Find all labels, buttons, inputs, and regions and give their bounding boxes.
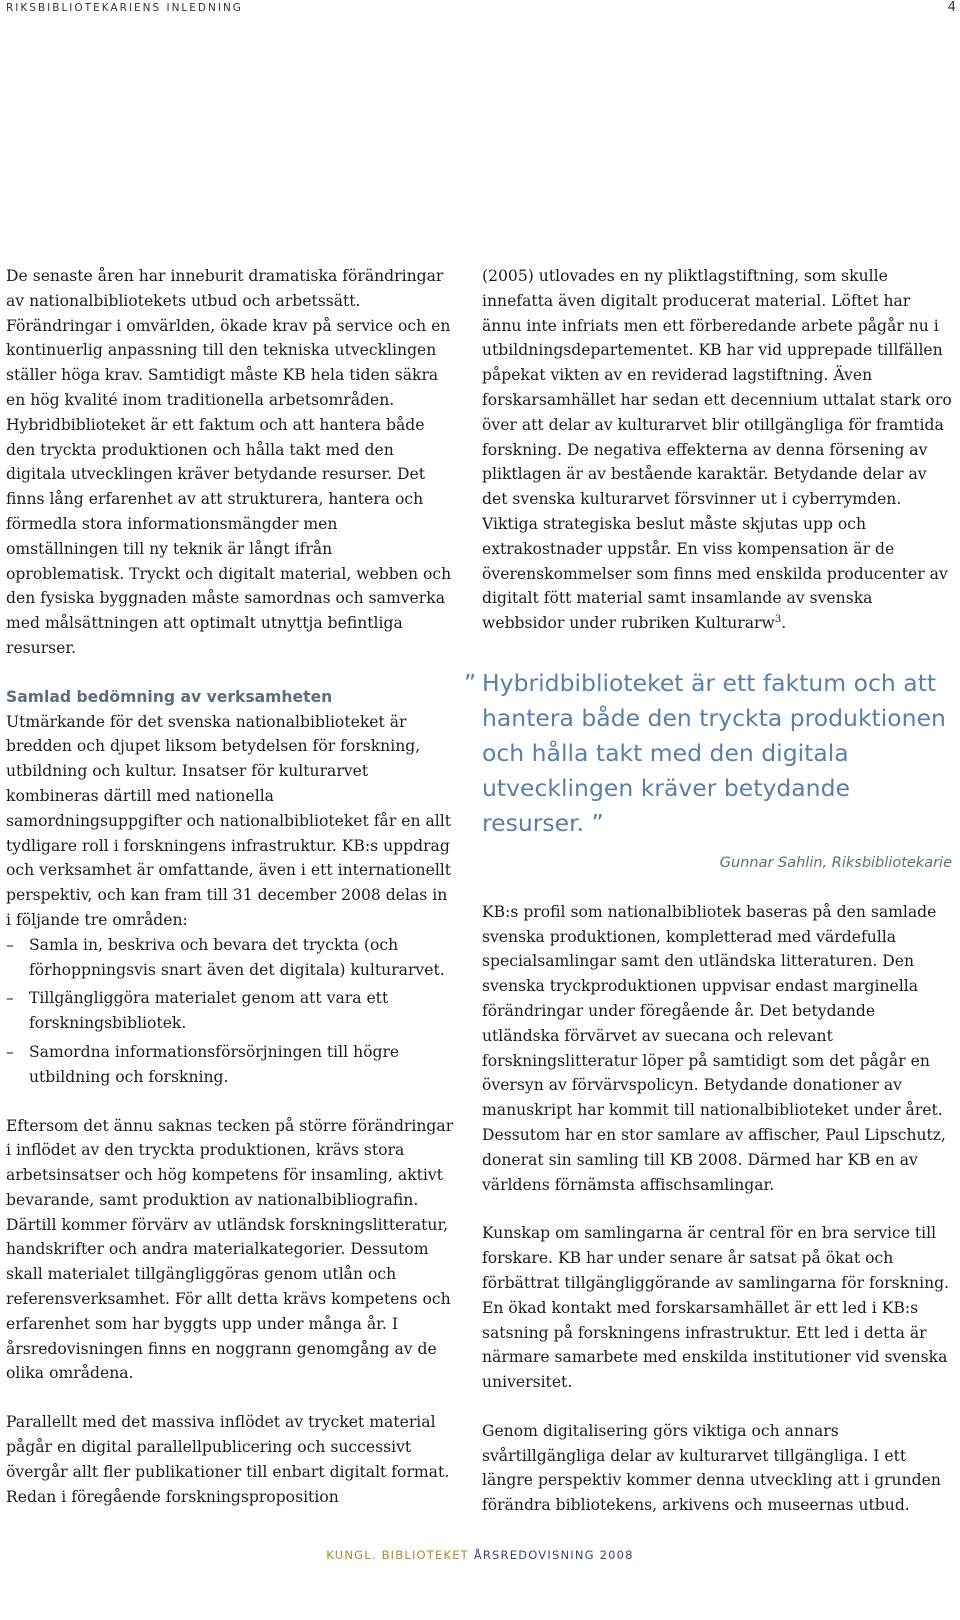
page-number: 4: [947, 0, 956, 15]
quote-mark-close: ”: [584, 808, 604, 837]
section-paragraph: Utmärkande för det svenska nationalbiblioteket är bredden och djupet liksom betydelsen för forskning, utbildning och kultur. Insatser för kulturarvet kombineras därtill med nationella samordningsuppgifter och nationalbiblioteket får en allt tydligare roll i forskningens infrastruktur. KB:s uppdrag och verksamhet är omfattande, även i ett internationellt perspektiv, och kan fram till 31 december 2008 delas in i följande tre områden:: [6, 712, 452, 929]
right-paragraph-3: Kunskap om samlingarna är central för en bra service till forskare. KB har under senare år satsat på ökat och förbättrat tillgängliggörande av samlingarna för forskning. En ökad kontakt med forskarsamhället är ett led i KB:s satsning på forskningens infrastruktur. Ett led i detta är närmare samarbete med enskilda institutioner vid svenska universitet.: [482, 1224, 950, 1392]
right-paragraph-1-text: (2005) utlovades en ny pliktlagstiftning, som skulle innefatta även digitalt producerat material. Löftet har ännu inte infriats men ett förberedande arbete pågår nu i utbildningsdepartementet. KB har vid upprepade tillfällen påpekat vikten av en reviderad lagstiftning. Även forskarsamhället har sedan ett decennium uttalat stark oro över att delar av kulturarvet blir otillgängliga för framtida forskning. De negativa effekterna av denna försening av pliktlagen är av bestående karaktär. Betydande delar av det svenska kulturarvet försvinner ut i cyberrymden. Viktiga strategiska beslut måste skjutas upp och extrakostnader uppstår. En viss kompensation är de överenskommelser som finns med enskilda producenter av digitalt fött material samt insamlande av svenska webbsidor under rubriken Kulturarw: [482, 267, 952, 633]
right-paragraph-1: [482, 264, 952, 636]
footnote-ref: 3: [774, 613, 782, 625]
areas-list: [6, 933, 454, 1090]
paragraph-3: Parallellt med det massiva inflödet av trycket material pågår en digital parallellpublicering och successivt övergår allt fler publikationer till enbart digitalt format. Redan i föregående forskningsproposition: [6, 1413, 450, 1506]
right-paragraph-4: Genom digitalisering görs viktiga och annars svårtillgängliga delar av kulturarvet tillgängliga. I ett längre perspektiv kommer denna utveckling att i grunden förändra bibliotekens, arkivens och museernas utbud.: [482, 1421, 941, 1515]
footer-title: ÅRSREDOVISNING 2008: [473, 1548, 634, 1562]
list-item: – Samordna informationsförsörjningen till högre utbildning och forskning.: [6, 1040, 454, 1090]
list-item: – Samla in, beskriva och bevara det tryckta (och förhoppningsvis snart även det digitala) kulturarvet.: [6, 933, 454, 983]
intro-paragraph: De senaste åren har inneburit dramatiska förändringar av nationalbibliotekets utbud och arbetssätt. Förändringar i omvärlden, ökade krav på service och en kontinuerlig anpassning till den tekniska utvecklingen ställer höga krav. Samtidigt måste KB hela tiden säkra en hög kvalité inom traditionella arbetsområden. Hybridbiblioteket är ett faktum och att hantera både den tryckta produktionen och hålla takt med den digitala utvecklingen kräver betydande resurser. Det finns lång erfarenhet av att strukturera, hantera och förmedla stora informationsmängder men omställningen till ny teknik är långt ifrån oproblematisk. Tryckt och digitalt material, webben och den fysiska byggnaden måste samordnas och samverka med målsättningen att optimalt utnyttja befintliga resurser.: [6, 267, 452, 657]
quote-mark-open: ”: [464, 668, 477, 697]
page-header: [6, 0, 956, 18]
paragraph-2: Eftersom det ännu saknas tecken på större förändringar i inflödet av den tryckta produktionen, krävs stora arbetsinsatser och hög kompetens för insamling, aktivt bevarande, samt produktion av nationalbibliografin. Därtill kommer förvärv av utländsk forskningslitteratur, handskrifter och andra materialkategorier. Dessutom skall materialet tillgängliggöras genom utlån och referensverksamhet. För allt detta krävs kompetens och erfarenhet som har byggts upp under många år. I årsredovisningen finns en noggrann genomgång av de olika områdena.: [6, 1116, 454, 1383]
left-column: [6, 264, 454, 1509]
pull-quote: [464, 666, 952, 841]
right-paragraph-1-end: .: [781, 614, 787, 633]
list-item: – Tillgängliggöra materialet genom att vara ett forskningsbibliotek.: [6, 986, 454, 1036]
footer-publisher: KUNGL. BIBLIOTEKET: [326, 1548, 469, 1562]
running-head: RIKSBIBLIOTEKARIENS INLEDNING: [6, 2, 243, 14]
quote-credit: Gunnar Sahlin, Riksbibliotekarie: [719, 854, 952, 871]
right-column: [464, 264, 952, 1518]
pull-quote-text: Hybridbiblioteket är ett faktum och att hantera både den tryckta produktionen och hålla takt med den digitala utvecklingen kräver betydande resurser.: [482, 668, 946, 837]
right-paragraph-2: KB:s profil som nationalbibliotek baseras på den samlade svenska produktionen, kompletterad med värdefulla specialsamlingar samt den utländska litteraturen. Den svenska tryckproduktionen uppvisar endast marginella förändringar under föregående år. Det betydande utländska förvärvet av suecana och relevant forskningslitteratur löper på samtidigt som det pågår en översyn av förvärvspolicyn. Betydande donationer av manuskript har kommit till nationalbiblioteket under året. Dessutom har en stor samlare av affischer, Paul Lipschutz, donerat sin samling till KB 2008. Därmed har KB en av världens förnämsta affischsamlingar.: [482, 902, 946, 1194]
page-footer: [0, 1548, 960, 1562]
section-heading: Samlad bedömning av verksamheten: [6, 687, 333, 706]
